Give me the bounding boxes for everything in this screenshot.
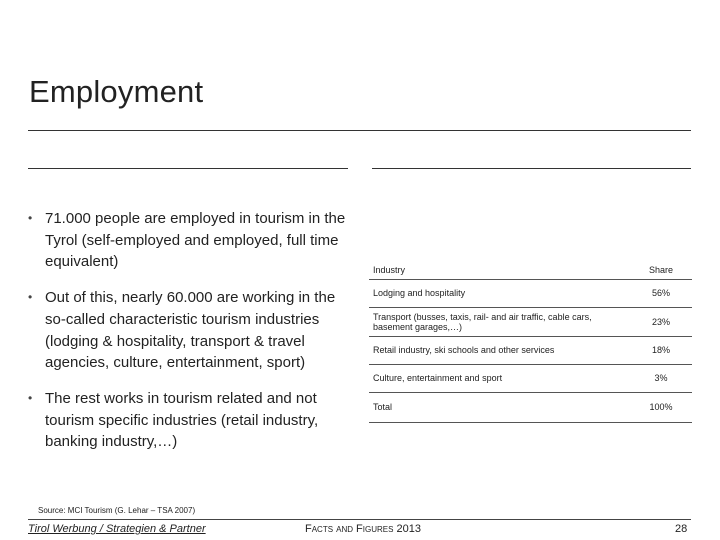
table-row <box>369 307 692 336</box>
industry-cell: Retail industry, ski schools and other services <box>369 336 630 364</box>
bullet-text: The rest works in tourism related and not tourism specific industries (retail industry, banking industry,…) <box>45 389 319 451</box>
footer-title: Facts and Figures 2013 <box>305 523 421 535</box>
title-divider <box>28 130 691 131</box>
page-number: 28 <box>675 523 688 535</box>
header-share: Share <box>630 251 692 279</box>
header-industry: Industry <box>369 251 630 279</box>
bullet-text: Out of this, nearly 60.000 are working in the so-called characteristic tourism industries (lodging & hospitality, transport & travel agencies, culture, entertainment, sport) <box>45 289 336 372</box>
bullet-item <box>28 287 348 374</box>
share-cell: 23% <box>630 307 692 336</box>
source-note: Source: MCI Tourism (G. Lehar – TSA 2007) <box>38 506 196 515</box>
share-cell: 3% <box>630 364 692 392</box>
bullet-icon: • <box>28 390 33 405</box>
industry-cell: Culture, entertainment and sport <box>369 364 630 392</box>
share-cell: 18% <box>630 336 692 364</box>
table-header-row <box>369 251 692 279</box>
bullet-list <box>28 208 348 453</box>
share-cell: 56% <box>630 279 692 307</box>
industry-cell: Transport (busses, taxis, rail- and air traffic, cable cars, basement garages,…) <box>369 307 630 336</box>
bullet-item <box>28 208 348 273</box>
right-column-divider <box>372 168 691 169</box>
total-label: Total <box>369 392 630 422</box>
bullet-icon: • <box>28 211 33 225</box>
footer-divider <box>28 519 691 520</box>
table-total-row <box>369 392 692 422</box>
table-row <box>369 279 692 307</box>
bullet-item <box>28 388 348 453</box>
bullet-text: 71.000 people are employed in tourism in the Tyrol (self-employed and employed, full time equivalent) <box>45 210 346 271</box>
industry-cell: Lodging and hospitality <box>369 279 630 307</box>
industry-share-table <box>369 251 692 423</box>
footer-organization: Tirol Werbung / Strategien & Partner <box>28 523 206 535</box>
bullet-icon: • <box>28 290 33 305</box>
table-row <box>369 364 692 392</box>
left-column-divider <box>28 168 348 169</box>
slide-title: Employment <box>29 74 204 109</box>
table-row <box>369 336 692 364</box>
total-share: 100% <box>630 392 692 422</box>
